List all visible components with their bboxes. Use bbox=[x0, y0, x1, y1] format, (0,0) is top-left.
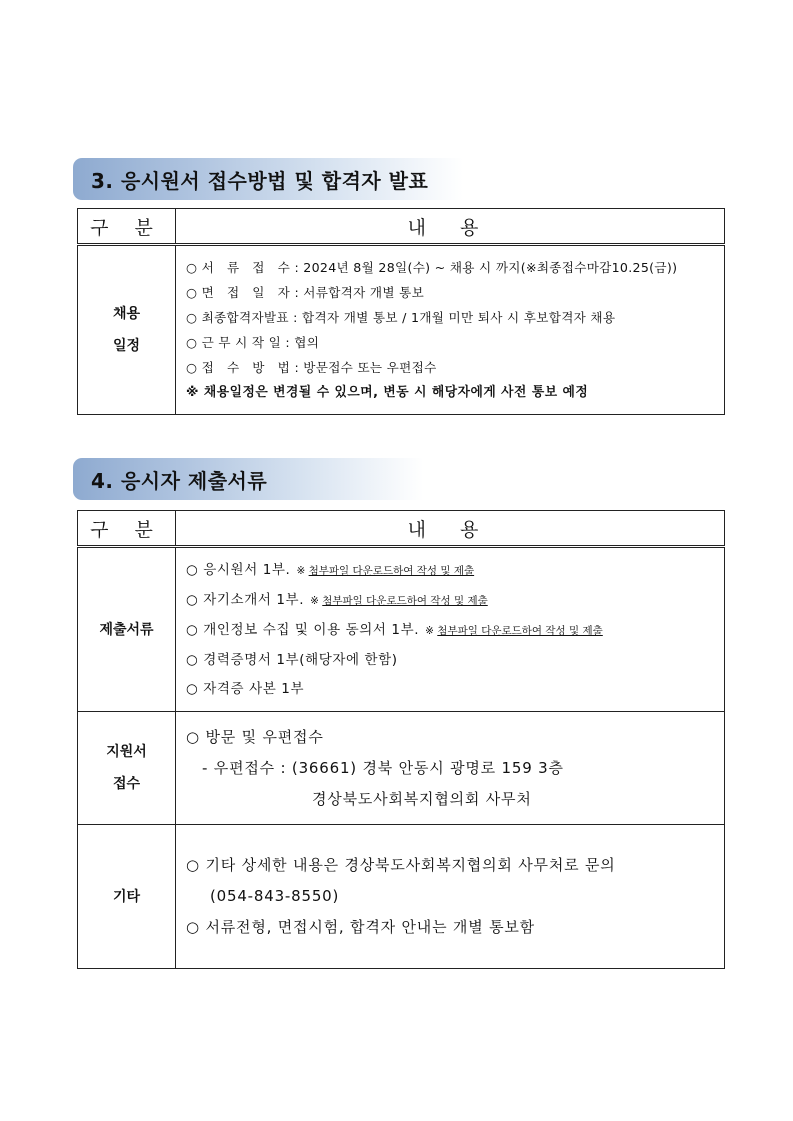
application-category-line1: 지원서 bbox=[106, 744, 147, 760]
schedule-note: ※ 채용일정은 변경될 수 있으며, 변동 시 해당자에게 사전 통보 예정 bbox=[186, 385, 589, 400]
etc-notice: ○ 서류전형, 면접시험, 합격자 안내는 개별 통보함 bbox=[186, 918, 535, 936]
note-mark: ※ bbox=[310, 594, 319, 607]
documents-table bbox=[77, 510, 725, 969]
schedule-item-interview: ○ 면 접 일 자 : 서류합격자 개별 통보 bbox=[186, 285, 425, 300]
document-item-text: ○ 개인정보 수집 및 이용 동의서 1부. bbox=[186, 621, 420, 638]
schedule-header-row bbox=[78, 209, 725, 245]
document-item-text: ○ 자격증 사본 1부 bbox=[186, 680, 305, 697]
section-4-title-bar bbox=[73, 458, 423, 500]
schedule-row bbox=[78, 245, 725, 415]
application-category-line2: 접수 bbox=[112, 776, 141, 792]
schedule-content-cell bbox=[176, 245, 725, 415]
section-3-title: 3. 응시원서 접수방법 및 합격자 발표 bbox=[91, 168, 429, 193]
application-method: ○ 방문 및 우편접수 bbox=[186, 727, 324, 746]
section-4-title: 4. 응시자 제출서류 bbox=[91, 468, 268, 493]
schedule-item-method: ○ 접 수 방 법 : 방문접수 또는 우편접수 bbox=[186, 360, 437, 375]
header-category: 구 분 bbox=[78, 209, 176, 245]
attachment-tip: 첨부파일 다운로드하여 작성 및 제출 bbox=[322, 594, 488, 607]
etc-phone: (054-843-8550) bbox=[210, 887, 340, 905]
application-row bbox=[78, 712, 725, 825]
schedule-item-final: ○ 최종합격자발표 : 합격자 개별 통보 / 1개월 미만 퇴사 시 후보합격자 채용 bbox=[186, 310, 616, 325]
schedule-table bbox=[77, 208, 725, 415]
schedule-item-start: ○ 근 무 시 작 일 : 협의 bbox=[186, 335, 320, 350]
header-category: 구 분 bbox=[78, 511, 176, 547]
etc-category-cell: 기타 bbox=[78, 825, 176, 969]
header-content: 내 용 bbox=[176, 511, 725, 547]
etc-row bbox=[78, 825, 725, 969]
schedule-category-line2: 일정 bbox=[112, 338, 141, 354]
application-category-cell bbox=[78, 712, 176, 825]
application-content-cell bbox=[176, 712, 725, 825]
attachment-tip: 첨부파일 다운로드하여 작성 및 제출 bbox=[308, 564, 475, 577]
document-item-text: ○ 경력증명서 1부(해당자에 한함) bbox=[186, 651, 398, 668]
documents-category-cell: 제출서류 bbox=[78, 547, 176, 712]
application-recipient: 경상북도사회복지협의회 사무처 bbox=[312, 789, 532, 808]
document-item bbox=[186, 556, 716, 586]
documents-header-row bbox=[78, 511, 725, 547]
section-3-title-bar bbox=[73, 158, 463, 200]
schedule-category-line1: 채용 bbox=[112, 306, 141, 322]
document-item-text: ○ 응시원서 1부. bbox=[186, 561, 291, 578]
document-item bbox=[186, 675, 716, 704]
etc-inquiry: ○ 기타 상세한 내용은 경상북도사회복지협의회 사무처로 문의 bbox=[186, 856, 616, 874]
application-address: - 우편접수 : (36661) 경북 안동시 광명로 159 3층 bbox=[202, 758, 564, 777]
document-item bbox=[186, 616, 716, 646]
document-item-text: ○ 자기소개서 1부. bbox=[186, 591, 305, 608]
note-mark: ※ bbox=[425, 624, 434, 637]
header-content: 내 용 bbox=[176, 209, 725, 245]
schedule-category-cell bbox=[78, 245, 176, 415]
documents-row bbox=[78, 547, 725, 712]
attachment-tip: 첨부파일 다운로드하여 작성 및 제출 bbox=[437, 624, 603, 637]
note-mark: ※ bbox=[296, 564, 306, 577]
etc-content-cell bbox=[176, 825, 725, 969]
schedule-item-document: ○ 서 류 접 수 : 2024년 8월 28일(수) ~ 채용 시 까지(※최종접수마감10.25(금)) bbox=[186, 260, 678, 275]
documents-content-cell bbox=[176, 547, 725, 712]
document-item bbox=[186, 586, 716, 616]
document-item bbox=[186, 646, 716, 675]
